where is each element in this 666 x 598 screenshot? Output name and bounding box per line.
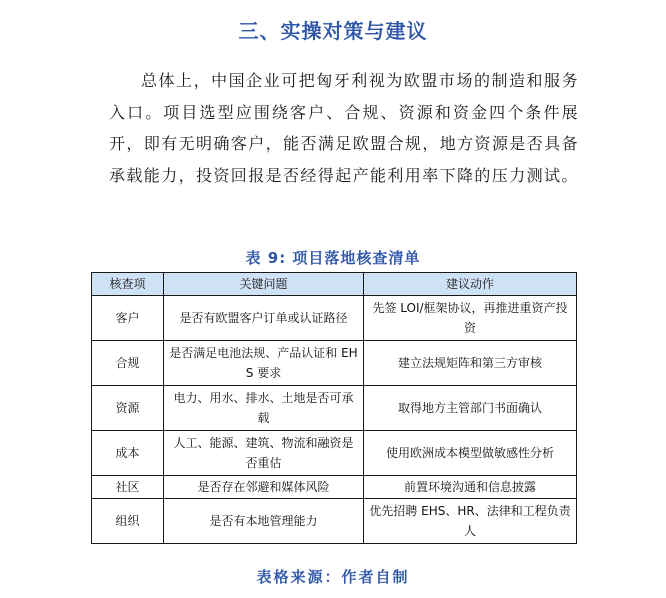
checklist-table xyxy=(91,272,577,544)
table-header-row xyxy=(92,273,577,296)
cell-item: 组织 xyxy=(92,499,164,544)
table-row xyxy=(92,499,577,544)
cell-item: 资源 xyxy=(92,386,164,431)
table-row xyxy=(92,476,577,499)
cell-question: 人工、能源、建筑、物流和融资是否重估 xyxy=(164,431,364,476)
cell-action: 优先招聘 EHS、HR、法律和工程负责人 xyxy=(364,499,577,544)
cell-question: 是否有欧盟客户订单或认证路径 xyxy=(164,296,364,341)
cell-action: 前置环境沟通和信息披露 xyxy=(364,476,577,499)
cell-item: 合规 xyxy=(92,341,164,386)
table-source-note: 表格来源：作者自制 xyxy=(256,568,410,586)
column-header-item: 核查项 xyxy=(92,273,164,296)
table-row xyxy=(92,296,577,341)
table-caption: 表 9: 项目落地核查清单 xyxy=(245,249,421,267)
cell-question: 是否有本地管理能力 xyxy=(164,499,364,544)
table-row xyxy=(92,341,577,386)
cell-item: 成本 xyxy=(92,431,164,476)
body-paragraph: 总体上，中国企业可把匈牙利视为欧盟市场的制造和服务入口。项目选型应围绕客户、合规、资源和资金四个条件展开，即有无明确客户，能否满足欧盟合规，地方资源是否具备承载能力，投资回报是否经得起产能利用率下降的压力测试。 xyxy=(109,71,579,185)
column-header-question: 关键问题 xyxy=(164,273,364,296)
cell-action: 建立法规矩阵和第三方审核 xyxy=(364,341,577,386)
table-row xyxy=(92,386,577,431)
table-row xyxy=(92,431,577,476)
cell-question: 是否存在邻避和媒体风险 xyxy=(164,476,364,499)
cell-question: 是否满足电池法规、产品认证和 EHS 要求 xyxy=(164,341,364,386)
cell-action: 使用欧洲成本模型做敏感性分析 xyxy=(364,431,577,476)
cell-action: 先签 LOI/框架协议，再推进重资产投资 xyxy=(364,296,577,341)
column-header-action: 建议动作 xyxy=(364,273,577,296)
cell-action: 取得地方主管部门书面确认 xyxy=(364,386,577,431)
section-heading: 三、实操对策与建议 xyxy=(238,19,428,43)
cell-item: 客户 xyxy=(92,296,164,341)
cell-item: 社区 xyxy=(92,476,164,499)
cell-question: 电力、用水、排水、土地是否可承载 xyxy=(164,386,364,431)
